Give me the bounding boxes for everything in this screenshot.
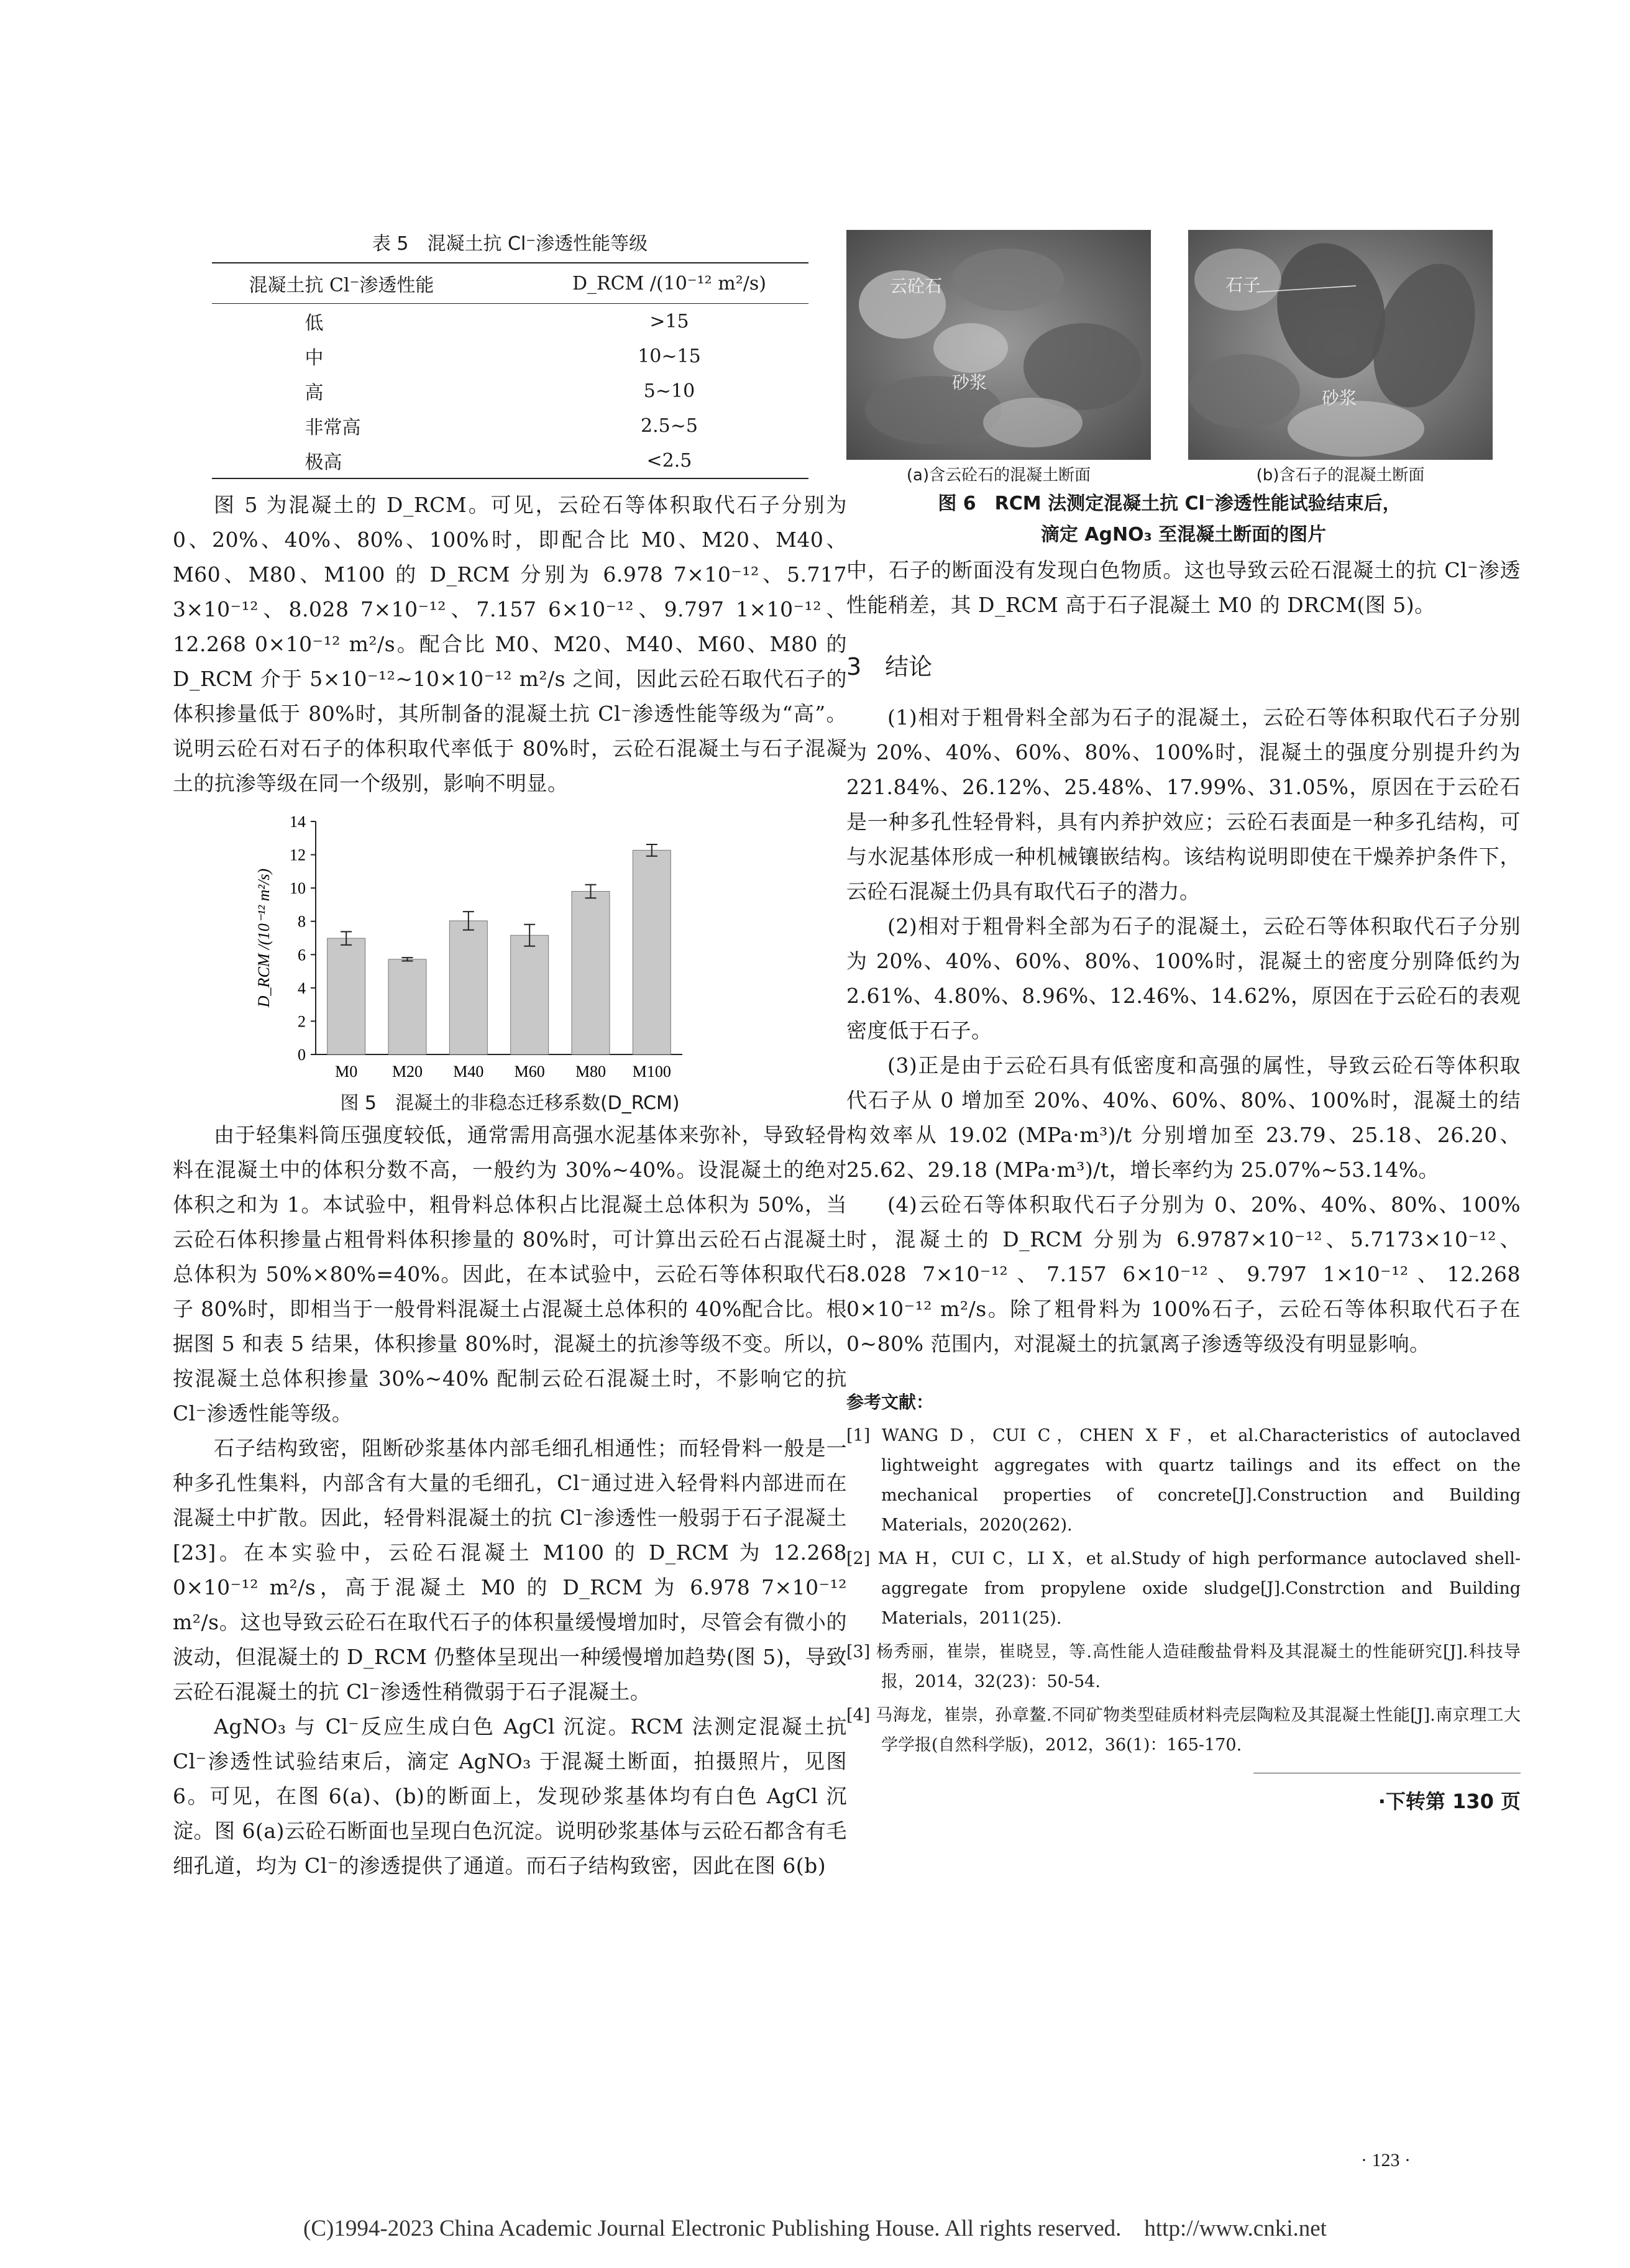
right-paragraph-cont: 中，石子的断面没有发现白色物质。这也导致云砼石混凝土的抗 Cl⁻渗透性能稍差，其 D_RCM 高于石子混凝土 M0 的 DRCM(图 5)。	[846, 558, 1521, 617]
table5-row	[212, 339, 808, 373]
table5-grade: 极高	[212, 443, 531, 478]
table5-value: 2.5~5	[641, 414, 698, 437]
table5-row	[212, 373, 808, 408]
left-paragraph-1: 图 5 为混凝土的 D_RCM。可见，云砼石等体积取代石子分别为 0、20%、40%、80%、100%时，即配合比 M0、M20、M40、M60、M80、M100 的 D_RCM 分别为 6.978 7×10⁻¹²、5.717 3×10⁻¹²、8.028 7×10⁻¹²、7.157 6×10⁻¹²、9.797 1×10⁻¹²、12.268 0×10⁻¹² m²/s。配合比 M0、M20、M40、M60、M80 的 D_RCM 介于 5×10⁻¹²~10×10⁻¹² m²/s 之间，因此云砼石取代石子的体积掺量低于 80%时，其所制备的混凝土抗 Cl⁻渗透性能等级为“高”。说明云砼石对石子的体积取代率低于 80%时，云砼石混凝土与石子混凝土的抗渗等级在同一个级别，影响不明显。	[173, 493, 847, 795]
table5-row	[212, 443, 808, 478]
photo-a	[846, 230, 1151, 460]
photo-a-label-2: 砂浆	[952, 372, 987, 393]
table5-grade: 非常高	[304, 417, 361, 439]
table5-value: 10~15	[638, 345, 701, 367]
table5-grade: 高	[304, 382, 324, 404]
conclusion-2: (2)相对于粗骨料全部为石子的混凝土，云砼石等体积取代石子分别为 20%、40%、60%、80%、100%时，混凝土的密度分别降低约为 2.61%、4.80%、8.96%、12.46%、14.62%，原因在于云砼石的表观密度低于石子。	[846, 914, 1521, 1043]
bar	[388, 959, 426, 1054]
section-3-heading: 3 结论	[846, 653, 933, 680]
left-column	[173, 230, 847, 1883]
bar	[511, 935, 549, 1054]
x-tick-label: M0	[335, 1063, 358, 1081]
figure-6	[846, 230, 1521, 522]
figure5-caption: 图 5 混凝土的非稳态迁移系数(D_RCM)	[340, 1092, 680, 1114]
table5-value: >15	[649, 310, 689, 332]
y-tick-label: 8	[298, 912, 306, 931]
continued-note: ·下转第 130 页	[1378, 1790, 1521, 1813]
conclusion-1: (1)相对于粗骨料全部为石子的混凝土，云砼石等体积取代石子分别为 20%、40%、60%、80%、100%时，混凝土的强度分别提升约为 221.84%、26.12%、25.48%、17.99%、31.05%，原因在于云砼石是一种多孔性轻骨料，具有内养护效应；云砼石表面是一种多孔结构，可与水泥基体形成一种机械镶嵌结构。该结构说明即使在干燥养护条件下，云砼石混凝土仍具有取代石子的潜力。	[846, 705, 1521, 903]
table5	[212, 262, 808, 479]
reference-item: [2] MA H，CUI C，LI X，et al.Study of high performance autoclaved shell-aggregate from propylene oxide sludge[J].Constrction and Building Materials，2011(25).	[846, 1549, 1521, 1628]
table5-row	[212, 408, 808, 443]
bar	[633, 850, 671, 1054]
table5-row	[212, 304, 808, 339]
x-tick-label: M40	[453, 1063, 484, 1081]
figure-5	[173, 806, 847, 1092]
reference-item: [1] WANG D，CUI C，CHEN X F，et al.Characteristics of autoclaved lightweight aggregates with quartz tailings and its effect on the mechanical properties of concrete[J].Construction and Building Materials，2020(262).	[846, 1426, 1521, 1535]
figure6-caption-line2: 滴定 AgNO₃ 至混凝土断面的图片	[1040, 524, 1327, 546]
copyright-footer: (C)1994-2023 China Academic Journal Electronic Publishing House. All rights reserved. http://www.cnki.net	[303, 2216, 1327, 2241]
table5-value: 5~10	[643, 380, 695, 402]
references-list	[846, 1421, 1521, 1760]
y-axis-label: D_RCM /(10⁻¹² m²/s)	[255, 868, 273, 1008]
figure6-caption-line1: 图 6 RCM 法测定混凝土抗 Cl⁻渗透性能试验结束后，	[938, 493, 1401, 514]
photo-b	[1188, 230, 1493, 460]
bar	[449, 921, 487, 1054]
right-column	[846, 230, 1521, 1814]
x-tick-label: M80	[575, 1063, 607, 1081]
table5-header-left: 混凝土抗 Cl⁻渗透性能	[212, 263, 531, 304]
photo-b-label-1: 石子	[1225, 275, 1261, 295]
table5-value: <2.5	[530, 443, 808, 478]
conclusion-3: (3)正是由于云砼石具有低密度和高强的属性，导致云砼石等体积取代石子从 0 增加至 20%、40%、60%、80%、100%时，混凝土的结构效率从 19.02 (MPa·m³)/t 分别增加至 23.79、25.18、26.20、25.62、29.18 (MPa·m³)/t，增长率约为 25.07%~53.14%。	[846, 1053, 1521, 1182]
page-number: · 123 ·	[1361, 2150, 1411, 2170]
table5-grade: 低	[304, 313, 324, 334]
y-tick-label: 10	[290, 879, 306, 898]
y-tick-label: 0	[298, 1046, 306, 1064]
y-tick-label: 14	[290, 813, 306, 831]
table5-grade: 中	[304, 347, 324, 369]
x-tick-label: M60	[514, 1063, 545, 1081]
left-paragraph-2: 由于轻集料筒压强度较低，通常需用高强水泥基体来弥补，导致轻骨料在混凝土中的体积分数不高，一般约为 30%~40%。设混凝土的绝对体积之和为 1。本试验中，粗骨料总体积占比混凝土总体积为 50%，当云砼石体积掺量占粗骨料体积掺量的 80%时，可计算出云砼石占混凝土总体积为 50%×80%=40%。因此，在本试验中，云砼石等体积取代石子 80%时，即相当于一般骨料混凝土占混凝土总体积的 40%配合比。根据图 5 和表 5 结果，体积掺量 80%时，混凝土的抗渗等级不变。所以，按混凝土总体积掺量 30%~40% 配制云砼石混凝土时，不影响它的抗 Cl⁻渗透性能等级。	[173, 1123, 847, 1425]
table5-caption: 表 5 混凝土抗 Cl⁻渗透性能等级	[372, 233, 648, 255]
table5-header-right: D_RCM /(10⁻¹² m²/s)	[530, 263, 808, 304]
references-title: 参考文献：	[846, 1392, 934, 1412]
y-tick-label: 6	[298, 946, 306, 964]
x-tick-label: M20	[391, 1063, 423, 1081]
bar	[327, 938, 365, 1054]
y-tick-label: 2	[298, 1012, 306, 1031]
left-paragraph-3: 石子结构致密，阻断砂浆基体内部毛细孔相通性；而轻骨料一般是一种多孔性集料，内部含有大量的毛细孔，Cl⁻通过进入轻骨料内部进而在混凝土中扩散。因此，轻骨料混凝土的抗 Cl⁻渗透性一般弱于石子混凝土[23]。在本实验中，云砼石混凝土 M100 的 D_RCM 为 12.268 0×10⁻¹² m²/s，高于混凝土 M0 的 D_RCM 为 6.978 7×10⁻¹² m²/s。这也导致云砼石在取代石子的体积量缓慢增加时，尽管会有微小的波动，但混凝土的 D_RCM 仍整体呈现出一种缓慢增加趋势(图 5)，导致云砼石混凝土的抗 Cl⁻渗透性稍微弱于石子混凝土。	[173, 1436, 847, 1704]
x-tick-label: M100	[632, 1063, 671, 1081]
photo-b-label-2: 砂浆	[1322, 388, 1357, 408]
chart-5-svg	[173, 806, 847, 1092]
left-paragraph-4: AgNO₃ 与 Cl⁻反应生成白色 AgCl 沉淀。RCM 法测定混凝土抗 Cl⁻渗透性试验结束后，滴定 AgNO₃ 于混凝土断面，拍摄照片，见图 6。可见，在图 6(a)、(b)的断面上，发现砂浆基体均有白色 AgCl 沉淀。图 6(a)云砼石断面也呈现白色沉淀。说明砂浆基体与云砼石都含有毛细孔道，均为 Cl⁻的渗透提供了通道。而石子结构致密，因此在图 6(b)	[173, 1714, 847, 1878]
y-tick-label: 12	[290, 846, 306, 864]
bar	[572, 892, 610, 1055]
figure6-sub-b: (b)含石子的混凝土断面	[1256, 466, 1425, 485]
y-tick-label: 4	[298, 979, 306, 997]
photo-a-label-1: 云砼石	[890, 276, 943, 296]
reference-item: [3] 杨秀丽，崔崇，崔晓昱，等.高性能人造硅酸盐骨料及其混凝土的性能研究[J].科技导报，2014，32(23)：50-54.	[846, 1642, 1521, 1691]
figure6-sub-a: (a)含云砼石的混凝土断面	[906, 466, 1091, 485]
conclusion-4: (4)云砼石等体积取代石子分别为 0、20%、40%、80%、100%时，混凝土的 D_RCM 分别为 6.9787×10⁻¹²、5.7173×10⁻¹²、8.028 7×10⁻¹²、7.157 6×10⁻¹²、9.797 1×10⁻¹²、12.268 0×10⁻¹² m²/s。除了粗骨料为 100%石子，云砼石等体积取代石子在 0~80% 范围内，对混凝土的抗氯离子渗透等级没有明显影响。	[846, 1192, 1521, 1356]
reference-item: [4] 马海龙，崔崇，孙章鳌.不同矿物类型硅质材料壳层陶粒及其混凝土性能[J].南京理工大学学报(自然科学版)，2012，36(1)：165-170.	[846, 1706, 1521, 1755]
